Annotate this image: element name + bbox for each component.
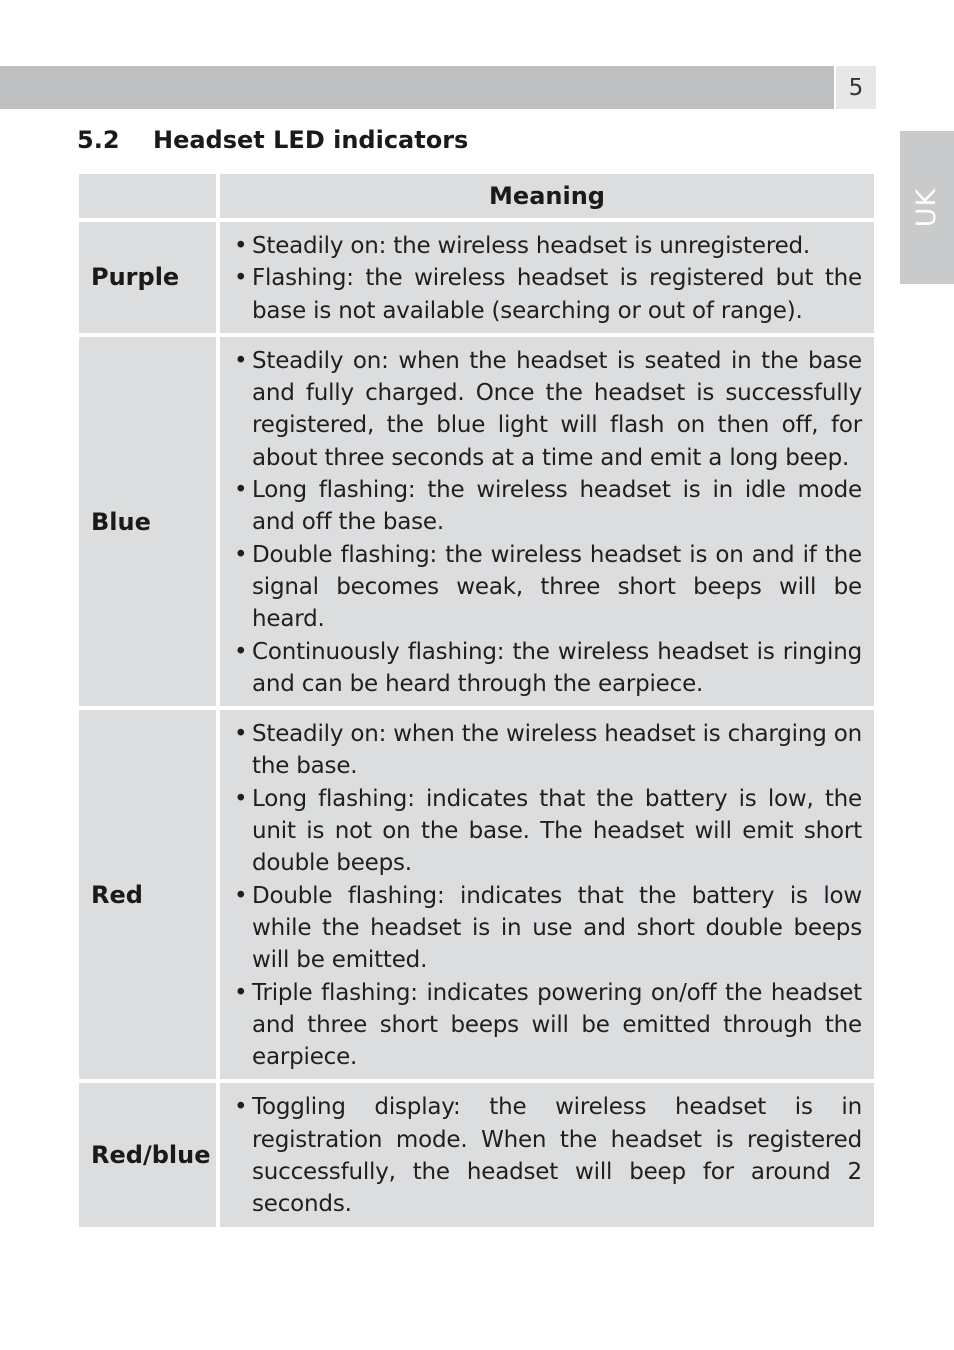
- list-item: • Flashing: the wireless headset is registered but the base is not available (searching or out of range).: [234, 265, 862, 324]
- table-row: [79, 222, 874, 337]
- table-header-meaning: Meaning: [220, 174, 874, 222]
- led-color-label: Purple: [79, 222, 220, 337]
- section-title: Headset LED indicators: [153, 126, 469, 154]
- meaning-list: [234, 718, 862, 1073]
- list-item: • Double flashing: indicates that the battery is low while the headset is in use and short double beeps will be emitted.: [234, 882, 862, 974]
- language-tab-label: UK: [911, 187, 943, 228]
- list-item: • Steadily on: when the wireless headset is charging on the base.: [234, 721, 862, 780]
- table-header-row: [79, 174, 874, 222]
- list-item: • Long flashing: the wireless headset is in idle mode and off the base.: [234, 477, 862, 536]
- led-meaning-cell: [220, 710, 874, 1083]
- led-color-label: Red/blue: [79, 1083, 220, 1226]
- meaning-list: [234, 230, 862, 327]
- list-item: • Toggling display: the wireless headset is in registration mode. When the headset is registered successfully, the headset will beep for around 2 seconds.: [234, 1094, 862, 1218]
- header-bar: [0, 66, 834, 109]
- list-item: • Double flashing: the wireless headset is on and if the signal becomes weak, three short beeps will be heard.: [234, 541, 862, 633]
- list-item: • Triple flashing: indicates powering on/off the headset and three short beeps will be emitted through the earpiece.: [234, 979, 862, 1071]
- led-color-label: Blue: [79, 337, 220, 710]
- led-indicator-table: [79, 174, 874, 1227]
- list-item: • Continuously flashing: the wireless headset is ringing and can be heard through the earpiece.: [234, 638, 862, 697]
- language-tab: [900, 131, 954, 284]
- page-number: 5: [836, 66, 876, 109]
- section-heading: [77, 126, 468, 154]
- led-color-label: Red: [79, 710, 220, 1083]
- meaning-list: [234, 345, 862, 700]
- table-header-blank: [79, 174, 220, 222]
- section-number: 5.2: [77, 126, 120, 154]
- list-item: • Long flashing: indicates that the battery is low, the unit is not on the base. The headset will emit short double beeps.: [234, 785, 862, 877]
- led-meaning-cell: [220, 1083, 874, 1226]
- table-row: [79, 710, 874, 1083]
- led-meaning-cell: [220, 337, 874, 710]
- list-item: • Steadily on: the wireless headset is unregistered.: [234, 233, 811, 259]
- table-row: [79, 1083, 874, 1226]
- list-item: • Steadily on: when the headset is seated in the base and fully charged. Once the headset is successfully registered, the blue light will flash on then off, for about three seconds at a time and emit a long beep.: [234, 347, 862, 471]
- led-meaning-cell: [220, 222, 874, 337]
- table-row: [79, 337, 874, 710]
- meaning-list: [234, 1091, 862, 1220]
